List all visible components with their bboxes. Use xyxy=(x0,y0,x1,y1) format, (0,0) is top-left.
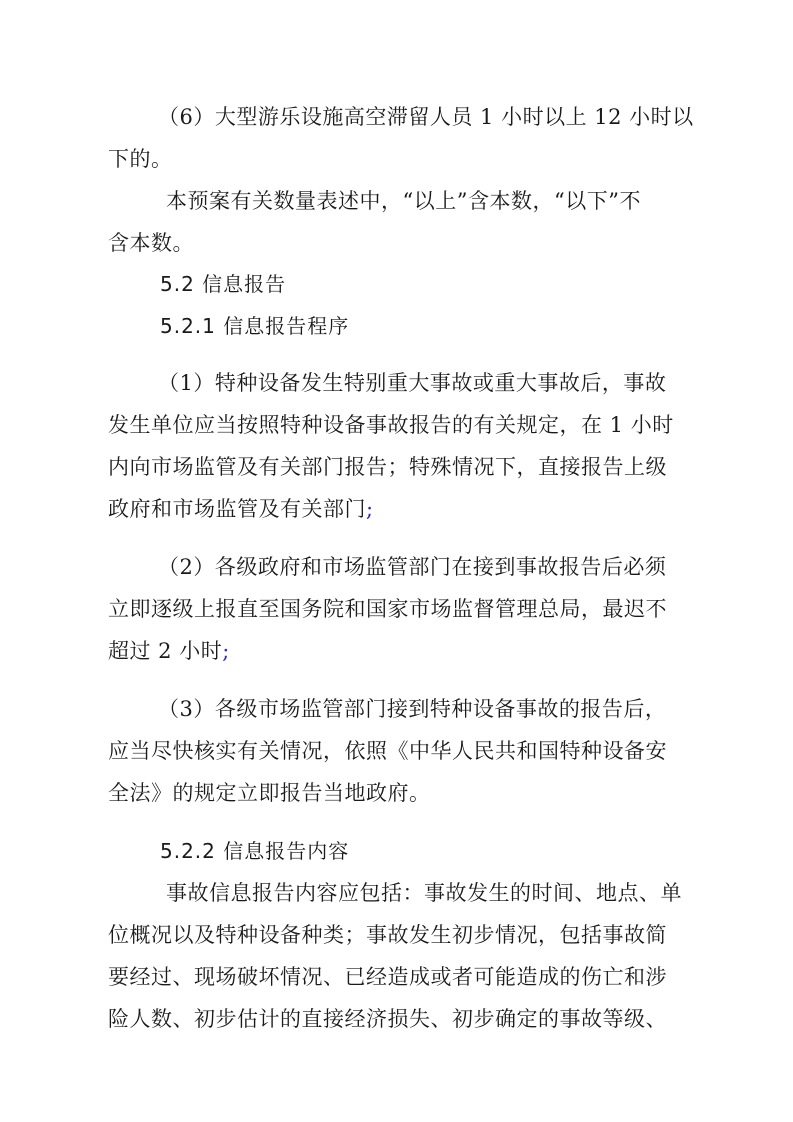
item-2-semicolon: ; xyxy=(222,639,230,663)
item-3-line-2: 应当尽快核实有关情况，依照《中华人民共和国特种设备安 xyxy=(108,739,667,763)
item-1-line-1: （1）特种设备发生特别重大事故或重大事故后，事故 xyxy=(158,371,667,395)
item-2-line-1: （2）各级政府和市场监管部门在接到事故报告后必须 xyxy=(158,555,667,579)
section-heading-5-2: 5.2 信息报告 xyxy=(160,272,287,296)
item-3-line-1: （3）各级市场监管部门接到特种设备事故的报告后， xyxy=(158,697,667,721)
content-line-2: 位概况以及特种设备种类；事故发生初步情况，包括事故简 xyxy=(108,923,667,947)
item-3-line-3: 全法》的规定立即报告当地政府。 xyxy=(108,781,431,805)
item-2-line-3 xyxy=(108,636,230,666)
item-1-semicolon: ; xyxy=(366,497,374,521)
paragraph-6-line-2: 下的。 xyxy=(108,147,173,171)
section-heading-5-2-1: 5.2.1 信息报告程序 xyxy=(160,314,350,338)
item-1-line-4 xyxy=(108,494,374,524)
paragraph-6-line-1: （6）大型游乐设施高空滞留人员 1 小时以上 12 小时以 xyxy=(158,105,694,129)
content-line-1: 事故信息报告内容应包括：事故发生的时间、地点、单 xyxy=(166,881,682,905)
item-1-line-4-text: 政府和市场监管及有关部门 xyxy=(108,497,366,521)
section-heading-5-2-2: 5.2.2 信息报告内容 xyxy=(160,839,350,863)
item-2-line-3-text: 超过 2 小时 xyxy=(108,639,223,663)
item-1-line-3: 内向市场监管及有关部门报告；特殊情况下，直接报告上级 xyxy=(108,455,667,479)
note-line-2: 含本数。 xyxy=(108,231,194,255)
content-line-3: 要经过、现场破坏情况、已经造成或者可能造成的伤亡和涉 xyxy=(108,965,667,989)
item-1-line-2: 发生单位应当按照特种设备事故报告的有关规定，在 1 小时 xyxy=(108,413,674,437)
item-2-line-2: 立即逐级上报直至国务院和国家市场监督管理总局，最迟不 xyxy=(108,597,667,621)
note-line-1: 本预案有关数量表述中，“以上”含本数，“以下”不 xyxy=(166,189,641,213)
content-line-4: 险人数、初步估计的直接经济损失、初步确定的事故等级、 xyxy=(108,1007,667,1031)
